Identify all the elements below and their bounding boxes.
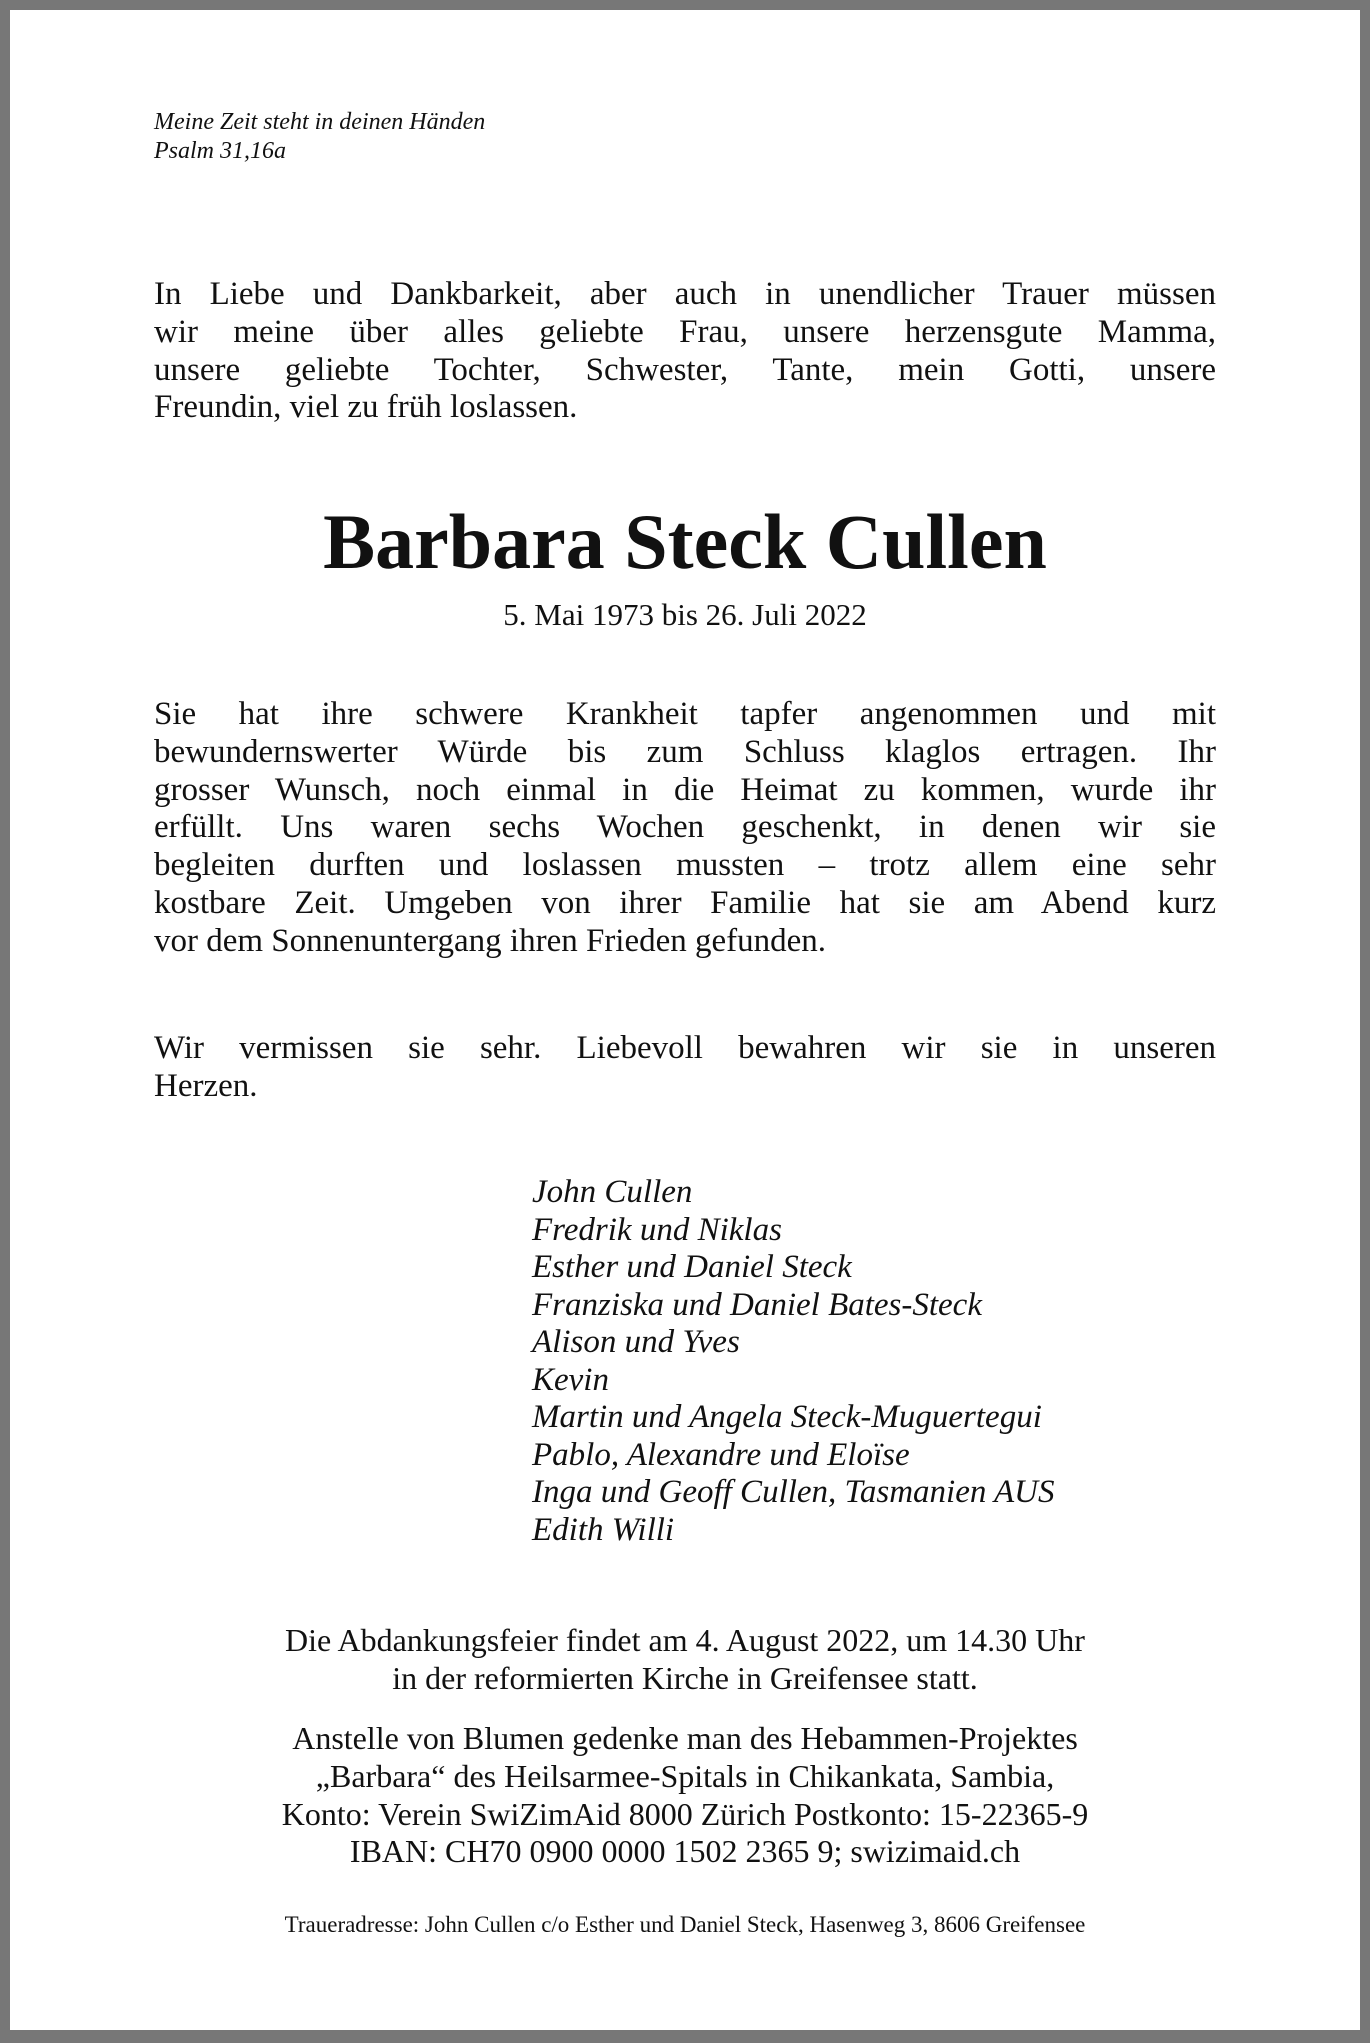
story-line: erfüllt. Uns waren sechs Wochen geschenkt, in denen wir sie [154, 809, 1216, 846]
intro-line: Freundin, viel zu früh loslassen. [154, 389, 578, 426]
closing-line: Herzen. [154, 1067, 258, 1104]
ceremony-info [10, 1622, 1360, 1698]
mourner: Fredrik und Niklas [532, 1211, 782, 1248]
story-line: bewundernswerter Würde bis zum Schluss klaglos ertragen. Ihr [154, 733, 1216, 770]
mourner: Esther und Daniel Steck [532, 1249, 852, 1285]
story-line: kostbare Zeit. Umgeben von ihrer Familie hat sie am Abend kurz [154, 884, 1216, 921]
mourner: Alison und Yves [532, 1324, 740, 1360]
intro-paragraph [154, 276, 1216, 427]
closing-paragraph [154, 1030, 1216, 1106]
motto [154, 108, 1216, 166]
deceased-name: Barbara Steck Cullen [323, 498, 1047, 585]
mourner: Inga und Geoff Cullen, Tasmanien AUS [532, 1474, 1055, 1510]
donation-info [10, 1720, 1360, 1871]
story-paragraph [154, 696, 1216, 961]
donation-line: Konto: Verein SwiZimAid 8000 Zürich Postkonto: 15-22365-9 [281, 1795, 1089, 1832]
closing-line: Wir vermissen sie sehr. Liebevoll bewahren wir sie in unseren [154, 1030, 1216, 1066]
mourners-list [532, 1174, 1055, 1549]
story-line: begleiten durften und loslassen mussten – trotz allem eine sehr [154, 847, 1216, 884]
intro-line: unsere geliebte Tochter, Schwester, Tante, mein Gotti, unsere [154, 351, 1216, 388]
story-line: grosser Wunsch, noch einmal in die Heimat zu kommen, wurde ihr [154, 771, 1216, 808]
donation-line: „Barbara“ des Heilsarmee-Spitals in Chikankata, Sambia, [315, 1757, 1055, 1794]
intro-line: In Liebe und Dankbarkeit, aber auch in unendlicher Trauer müssen [154, 276, 1216, 312]
ceremony-line: in der reformierten Kirche in Greifensee statt. [392, 1659, 978, 1696]
mourner: Pablo, Alexandre und Eloïse [532, 1436, 910, 1473]
motto-quote: Meine Zeit steht in deinen Händen [154, 109, 486, 135]
donation-line: Anstelle von Blumen gedenke man des Hebammen-Projektes [292, 1720, 1078, 1756]
story-line: vor dem Sonnenuntergang ihren Frieden gefunden. [154, 922, 827, 959]
mourner: Edith Willi [532, 1511, 675, 1548]
mourner: John Cullen [532, 1174, 693, 1210]
life-dates: 5. Mai 1973 bis 26. Juli 2022 [503, 597, 867, 632]
obituary-page [10, 10, 1360, 2030]
ceremony-line: Die Abdankungsfeier findet am 4. August 2022, um 14.30 Uhr [285, 1622, 1085, 1658]
motto-source: Psalm 31,16a [154, 138, 286, 164]
mourning-address: Traueradresse: John Cullen c/o Esther und Daniel Steck, Hasenweg 3, 8606 Greifensee [284, 1912, 1086, 1937]
mourner: Kevin [532, 1361, 609, 1398]
mourner: Martin und Angela Steck-Muguertegui [532, 1399, 1042, 1435]
story-line: Sie hat ihre schwere Krankheit tapfer angenommen und mit [154, 696, 1216, 732]
donation-line: IBAN: CH70 0900 0000 1502 2365 9; swizimaid.ch [349, 1833, 1021, 1870]
mourner: Franziska und Daniel Bates-Steck [532, 1286, 982, 1323]
intro-line: wir meine über alles geliebte Frau, unsere herzensgute Mamma, [154, 313, 1216, 350]
